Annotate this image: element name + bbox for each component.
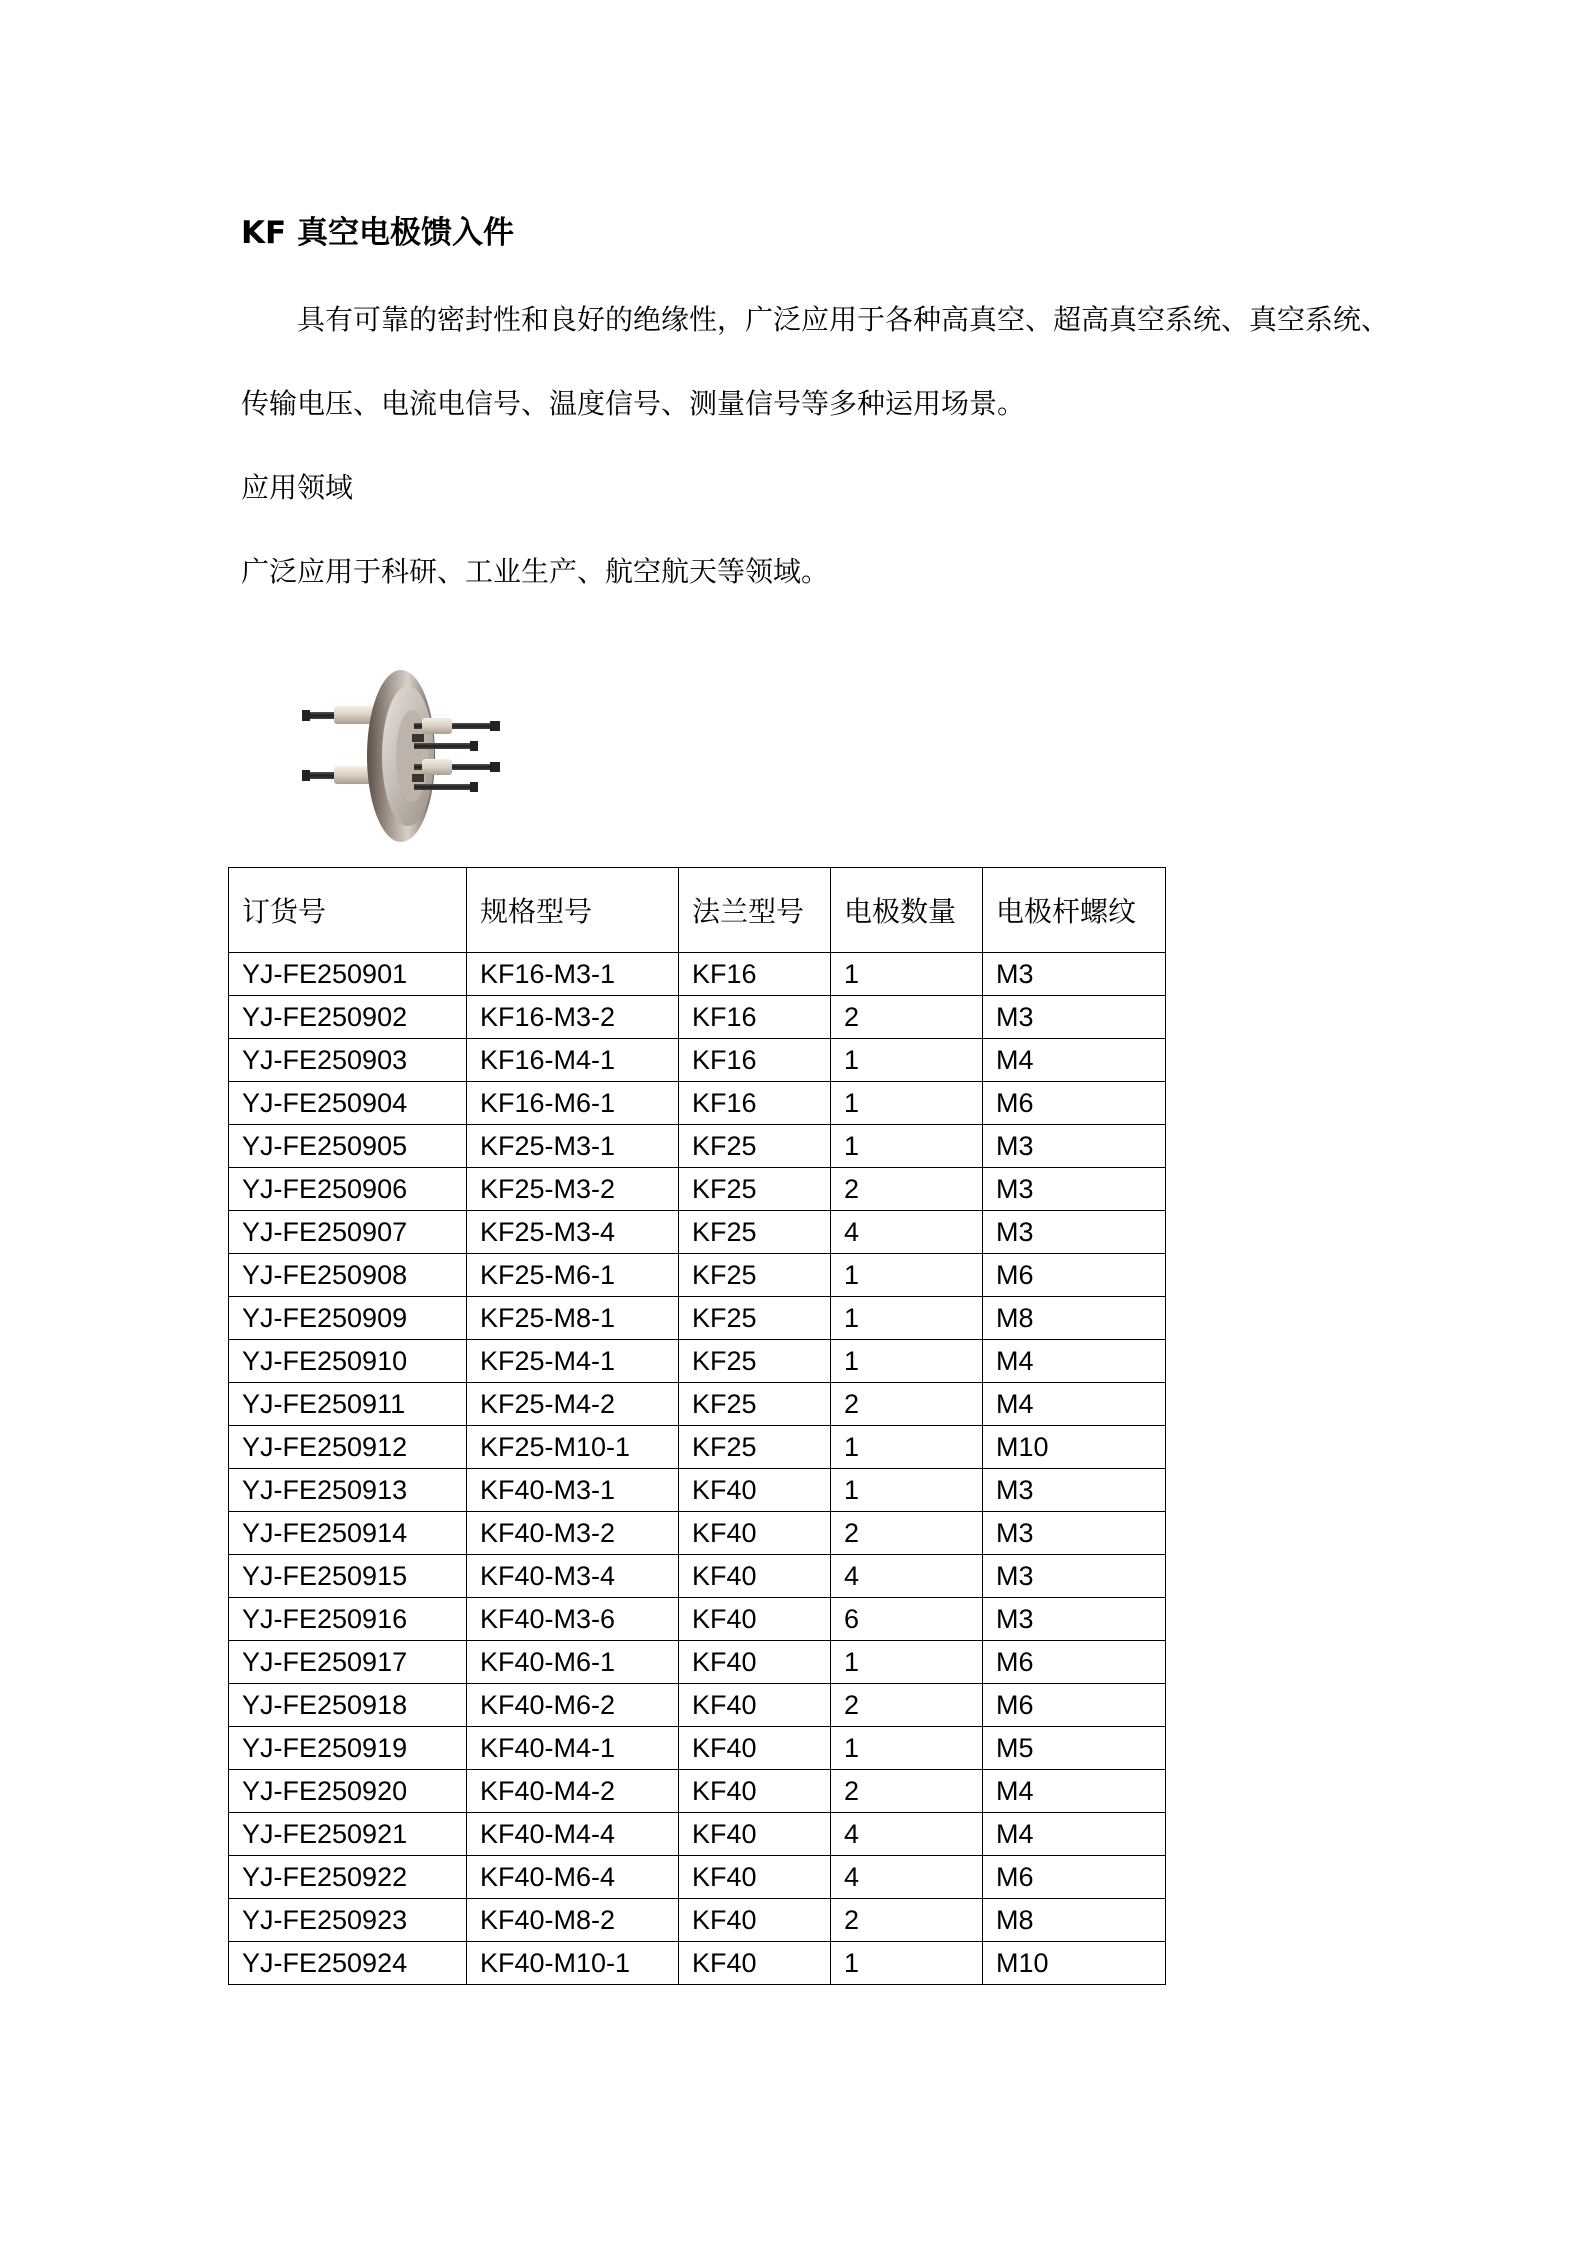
electrode-count-cell: 4 [831,1813,983,1856]
model-cell: KF25-M4-2 [467,1383,679,1426]
order-number-cell: YJ-FE250909 [229,1297,467,1340]
rod-thread-cell: M8 [983,1297,1166,1340]
model-cell: KF16-M6-1 [467,1082,679,1125]
flange-type-cell: KF25 [679,1340,831,1383]
rod-thread-cell: M3 [983,996,1166,1039]
order-number-cell: YJ-FE250915 [229,1555,467,1598]
table-row [229,1297,1166,1340]
model-cell: KF25-M3-4 [467,1211,679,1254]
electrode-count-cell: 1 [831,1340,983,1383]
order-number-cell: YJ-FE250920 [229,1770,467,1813]
rod-thread-cell: M10 [983,1426,1166,1469]
electrode-count-cell: 2 [831,996,983,1039]
feedthrough-photo-icon [296,668,506,846]
electrode-count-cell: 1 [831,1297,983,1340]
model-cell: KF40-M6-4 [467,1856,679,1899]
flange-type-cell: KF40 [679,1555,831,1598]
table-row [229,1254,1166,1297]
model-cell: KF25-M10-1 [467,1426,679,1469]
rod-thread-cell: M3 [983,1211,1166,1254]
rod-thread-cell: M4 [983,1039,1166,1082]
rod-thread-cell: M3 [983,1598,1166,1641]
order-number-cell: YJ-FE250918 [229,1684,467,1727]
model-cell: KF25-M3-1 [467,1125,679,1168]
table-row [229,1340,1166,1383]
model-cell: KF40-M4-4 [467,1813,679,1856]
table-row [229,1942,1166,1985]
application-text: 广泛应用于科研、工业生产、航空航天等领域。 [241,555,830,588]
model-cell: KF25-M8-1 [467,1297,679,1340]
electrode-count-cell: 2 [831,1899,983,1942]
order-number-cell: YJ-FE250924 [229,1942,467,1985]
rod-thread-cell: M4 [983,1813,1166,1856]
electrode-count-cell: 1 [831,1641,983,1684]
electrode-count-cell: 1 [831,1254,983,1297]
order-number-cell: YJ-FE250916 [229,1598,467,1641]
intro-paragraph-line-2: 传输电压、电流电信号、温度信号、测量信号等多种运用场景。 [241,387,1026,420]
rod-thread-cell: M3 [983,1512,1166,1555]
order-number-cell: YJ-FE250907 [229,1211,467,1254]
model-cell: KF25-M6-1 [467,1254,679,1297]
electrode-count-cell: 1 [831,953,983,996]
flange-type-cell: KF40 [679,1641,831,1684]
table-row [229,1512,1166,1555]
table-row [229,1641,1166,1684]
order-number-cell: YJ-FE250922 [229,1856,467,1899]
header-order-number: 订货号 [229,868,467,953]
table-row [229,1469,1166,1512]
header-flange-type: 法兰型号 [679,868,831,953]
header-rod-thread: 电极杆螺纹 [983,868,1166,953]
model-cell: KF25-M4-1 [467,1340,679,1383]
header-electrode-count: 电极数量 [831,868,983,953]
order-number-cell: YJ-FE250923 [229,1899,467,1942]
rod-thread-cell: M8 [983,1899,1166,1942]
order-number-cell: YJ-FE250913 [229,1469,467,1512]
model-cell: KF40-M3-6 [467,1598,679,1641]
rod-thread-cell: M3 [983,1555,1166,1598]
rod-thread-cell: M3 [983,1125,1166,1168]
electrode-count-cell: 2 [831,1168,983,1211]
flange-type-cell: KF16 [679,953,831,996]
order-number-cell: YJ-FE250906 [229,1168,467,1211]
table-row [229,1899,1166,1942]
rod-thread-cell: M4 [983,1770,1166,1813]
table-row [229,1813,1166,1856]
flange-type-cell: KF40 [679,1598,831,1641]
rod-thread-cell: M6 [983,1641,1166,1684]
order-number-cell: YJ-FE250912 [229,1426,467,1469]
table-row [229,1125,1166,1168]
table-row [229,996,1166,1039]
electrode-count-cell: 1 [831,1039,983,1082]
model-cell: KF16-M3-2 [467,996,679,1039]
order-number-cell: YJ-FE250921 [229,1813,467,1856]
electrode-count-cell: 1 [831,1469,983,1512]
table-row [229,1211,1166,1254]
electrode-count-cell: 4 [831,1555,983,1598]
order-number-cell: YJ-FE250901 [229,953,467,996]
flange-type-cell: KF25 [679,1168,831,1211]
flange-type-cell: KF40 [679,1469,831,1512]
model-cell: KF16-M4-1 [467,1039,679,1082]
rod-thread-cell: M4 [983,1340,1166,1383]
table-row [229,1856,1166,1899]
electrode-count-cell: 2 [831,1383,983,1426]
electrode-count-cell: 2 [831,1770,983,1813]
order-number-cell: YJ-FE250914 [229,1512,467,1555]
table-header-row [229,868,1166,953]
table-row [229,1598,1166,1641]
intro-paragraph-line-1: 具有可靠的密封性和良好的绝缘性，广泛应用于各种高真空、超高真空系统、真空系统、 [297,303,1390,336]
order-number-cell: YJ-FE250917 [229,1641,467,1684]
flange-type-cell: KF25 [679,1254,831,1297]
table-row [229,1727,1166,1770]
flange-type-cell: KF16 [679,1082,831,1125]
flange-type-cell: KF40 [679,1512,831,1555]
model-cell: KF40-M3-4 [467,1555,679,1598]
flange-type-cell: KF16 [679,1039,831,1082]
table-row [229,1168,1166,1211]
flange-type-cell: KF40 [679,1856,831,1899]
order-number-cell: YJ-FE250908 [229,1254,467,1297]
electrode-count-cell: 1 [831,1125,983,1168]
application-heading: 应用领域 [241,471,354,504]
rod-thread-cell: M6 [983,1254,1166,1297]
electrode-count-cell: 1 [831,1082,983,1125]
table-row [229,1039,1166,1082]
table-row [229,1555,1166,1598]
rod-thread-cell: M3 [983,953,1166,996]
product-spec-table [228,867,1166,1985]
model-cell: KF40-M4-1 [467,1727,679,1770]
flange-type-cell: KF40 [679,1899,831,1942]
order-number-cell: YJ-FE250905 [229,1125,467,1168]
flange-type-cell: KF25 [679,1383,831,1426]
rod-thread-cell: M3 [983,1469,1166,1512]
model-cell: KF16-M3-1 [467,953,679,996]
flange-type-cell: KF40 [679,1727,831,1770]
electrode-count-cell: 2 [831,1684,983,1727]
model-cell: KF40-M3-2 [467,1512,679,1555]
flange-type-cell: KF16 [679,996,831,1039]
model-cell: KF40-M6-1 [467,1641,679,1684]
model-cell: KF40-M8-2 [467,1899,679,1942]
model-cell: KF40-M6-2 [467,1684,679,1727]
rod-thread-cell: M3 [983,1168,1166,1211]
page-title: KF 真空电极馈入件 [241,215,514,251]
electrode-count-cell: 4 [831,1856,983,1899]
flange-type-cell: KF25 [679,1125,831,1168]
model-cell: KF40-M3-1 [467,1469,679,1512]
flange-type-cell: KF40 [679,1942,831,1985]
rod-thread-cell: M5 [983,1727,1166,1770]
order-number-cell: YJ-FE250904 [229,1082,467,1125]
flange-type-cell: KF25 [679,1297,831,1340]
rod-thread-cell: M6 [983,1082,1166,1125]
rod-thread-cell: M6 [983,1684,1166,1727]
order-number-cell: YJ-FE250903 [229,1039,467,1082]
flange-type-cell: KF25 [679,1211,831,1254]
flange-type-cell: KF25 [679,1426,831,1469]
table-row [229,1770,1166,1813]
electrode-count-cell: 4 [831,1211,983,1254]
table-row [229,1684,1166,1727]
order-number-cell: YJ-FE250910 [229,1340,467,1383]
electrode-count-cell: 1 [831,1942,983,1985]
table-row [229,953,1166,996]
model-cell: KF25-M3-2 [467,1168,679,1211]
model-cell: KF40-M4-2 [467,1770,679,1813]
table-row [229,1082,1166,1125]
order-number-cell: YJ-FE250919 [229,1727,467,1770]
table-row [229,1426,1166,1469]
header-model: 规格型号 [467,868,679,953]
electrode-count-cell: 1 [831,1426,983,1469]
table-row [229,1383,1166,1426]
electrode-count-cell: 1 [831,1727,983,1770]
electrode-count-cell: 6 [831,1598,983,1641]
rod-thread-cell: M4 [983,1383,1166,1426]
flange-type-cell: KF40 [679,1770,831,1813]
rod-thread-cell: M10 [983,1942,1166,1985]
flange-type-cell: KF40 [679,1684,831,1727]
rod-thread-cell: M6 [983,1856,1166,1899]
model-cell: KF40-M10-1 [467,1942,679,1985]
order-number-cell: YJ-FE250911 [229,1383,467,1426]
electrode-count-cell: 2 [831,1512,983,1555]
order-number-cell: YJ-FE250902 [229,996,467,1039]
flange-type-cell: KF40 [679,1813,831,1856]
